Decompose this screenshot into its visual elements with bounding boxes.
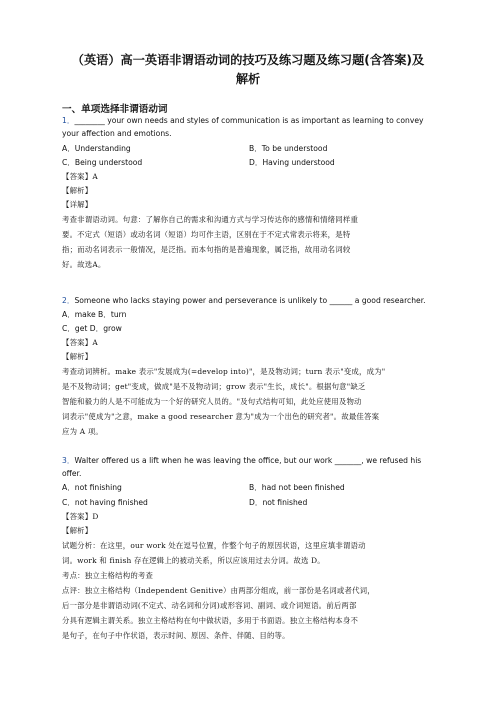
question-3-explanation-line: 考点：独立主格结构的考查	[62, 571, 154, 580]
question-3-explanation-line: 后一部分是非谓语动词(不定式、动名词和分词)或形容词、副词、或介词短语。前后两部	[62, 601, 357, 610]
question-3-number: 3．	[62, 456, 75, 465]
question-3-option-d: D．not finished	[249, 498, 308, 507]
question-2-stem	[62, 295, 426, 307]
question-1-explanation-line: 好。故选A。	[62, 260, 106, 269]
question-3-option-a: A．not finishing	[62, 483, 122, 492]
question-1-explanation-line: 要。不定式（短语）或动名词（短语）均可作主语，区别在于不定式常表示将来，是特	[62, 230, 351, 239]
question-3-option-c: C．not having finished	[62, 498, 148, 507]
question-3-analysis-label: 【解析】	[62, 526, 93, 535]
question-1-number: 1．	[62, 116, 75, 125]
question-3-answer: 【答案】D	[62, 512, 99, 521]
question-1-option-c: C．Being understood	[62, 158, 143, 167]
question-1-option-d: D．Having understood	[249, 158, 335, 167]
question-1-option-a: A．Understanding	[62, 144, 131, 153]
question-1-stem	[62, 115, 423, 127]
question-2-explanation-line: 智能和毅力的人是不可能成为一个好的研究人员的。"及句式结构可知，此处应使用及物动	[62, 397, 362, 406]
question-2-explanation-line: 应为 A 项。	[62, 427, 103, 436]
question-2-number: 2．	[62, 296, 75, 305]
question-3-explanation-line: 是句子，在句子中作状语，表示时间、原因、条件、伴随、目的等。	[62, 631, 290, 640]
question-2-answer: 【答案】A	[62, 338, 98, 347]
question-1-detail-label: 【详解】	[62, 200, 93, 209]
question-3-explanation-line: 点评：独立主格结构（Independent Genitive）由两部分组成，前一部份是名词或者代词，	[62, 586, 375, 595]
question-1-stem-line2: your affection and emotions.	[62, 129, 172, 138]
question-2-explanation-line: 是不及物动词；get"变成，做成"是不及物动词；grow 表示"生长，成长"。根据句意"缺乏	[62, 382, 366, 391]
question-1-analysis-label: 【解析】	[62, 186, 93, 195]
document-title-line1: （英语）高一英语非谓语动词的技巧及练习题及练习题(含答案)及	[71, 53, 425, 67]
question-3-explanation-line: 分具有逻辑主谓关系。独立主格结构在句中做状语，多用于书面语。独立主格结构本身不	[62, 616, 359, 625]
section-heading: 一、单项选择非谓语动词	[62, 104, 168, 115]
question-3-stem-line2: offer.	[62, 469, 82, 478]
question-2-options-row2: C．get D．grow	[62, 324, 122, 333]
question-3-stem	[62, 455, 421, 467]
question-3-option-b: B．had not been finished	[249, 483, 345, 492]
question-1-option-b: B．To be understood	[249, 144, 328, 153]
question-2-explanation-line: 考查动词辨析。make 表示"发展成为(=develop into)"，是及物动词；turn 表示"变成，成为"	[62, 367, 386, 376]
question-2-stem-line1: Someone who lacks staying power and perseverance is unlikely to ______ a good researcher.	[74, 296, 426, 305]
question-2-explanation-line: 词表示"使成为"之意，make a good researcher 意为"成为一个出色的研究者"。故最佳答案	[62, 412, 380, 421]
question-2-options-row1: A．make B．turn	[62, 310, 127, 319]
question-3-explanation-line: 词。work 和 finish 存在逻辑上的被动关系，所以应该用过去分词。故选 D。	[62, 556, 325, 565]
question-1-stem-line1: ________ your own needs and styles of communication is as important as learning to convey	[74, 116, 424, 125]
question-1-explanation-line: 考查非谓语动词。句意：了解你自己的需求和沟通方式与学习传达你的感情和情绪同样重	[62, 215, 359, 224]
question-3-stem-line1: Walter offered us a lift when he was leaving the office, but our work _______, we refused his	[74, 456, 422, 465]
question-2-analysis-label: 【解析】	[62, 352, 93, 361]
question-1-answer: 【答案】A	[62, 172, 98, 181]
question-1-explanation-line: 指；而动名词表示一般情况，是泛指。而本句指的是普遍现象，属泛指，故用动名词较	[62, 245, 351, 254]
question-3-explanation-line: 试题分析：在这里，our work 处在逗号位置，作整个句子的原因状语，这里应填非谓语动	[62, 541, 366, 550]
document-title-line2: 解析	[235, 72, 261, 86]
